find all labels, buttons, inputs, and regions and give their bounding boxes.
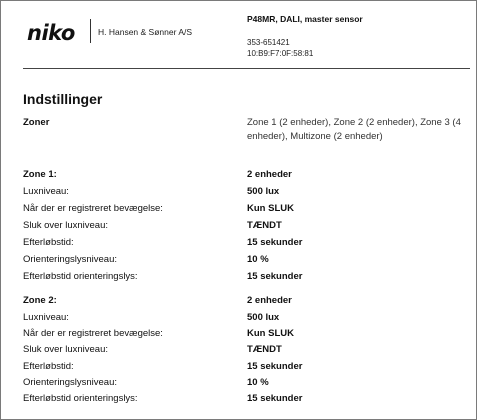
zone-1-orientation-delay-label: Efterløbstid orienteringslys: xyxy=(23,271,138,282)
logo-divider xyxy=(90,19,91,43)
zones-value: Zone 1 (2 enheder), Zone 2 (2 enheder), Zone 3 (4 enheder), Multizone (2 enheder) xyxy=(247,117,461,142)
zone-2-motion-label: Når der er registreret bevægelse: xyxy=(23,328,163,339)
zone-1-off-above-lux-label: Sluk over luxniveau: xyxy=(23,220,109,231)
zone-2-orientation-level-value: 10 % xyxy=(247,377,269,388)
zone-2-orientation-delay-label: Efterløbstid orienteringslys: xyxy=(23,393,138,404)
zone-1-orientation-level-value: 10 % xyxy=(247,254,269,265)
product-title: P48MR, DALI, master sensor xyxy=(247,14,363,24)
zone-2-motion-value: Kun SLUK xyxy=(247,328,294,339)
zone-2-orientation-level-label: Orienteringslysniveau: xyxy=(23,377,117,388)
niko-logo: niko xyxy=(27,21,75,45)
zone-1-off-above-lux-value: TÆNDT xyxy=(247,220,282,231)
zone-1-orientation-level-label: Orienteringslysniveau: xyxy=(23,254,117,265)
zone-1-delay-value: 15 sekunder xyxy=(247,237,303,248)
article-number: 353-651421 xyxy=(247,38,290,47)
zones-label: Zoner xyxy=(23,117,50,128)
company-name: H. Hansen & Sønner A/S xyxy=(98,27,193,37)
zone-1-delay-label: Efterløbstid: xyxy=(23,237,74,248)
zone-1-orientation-delay-value: 15 sekunder xyxy=(247,271,303,282)
zone-1-motion-value: Kun SLUK xyxy=(247,203,294,214)
zone-2-lux-label: Luxniveau: xyxy=(23,312,69,323)
zone-2-orientation-delay-value: 15 sekunder xyxy=(247,393,303,404)
header-divider xyxy=(23,68,470,69)
zone-2-off-above-lux-label: Sluk over luxniveau: xyxy=(23,344,109,355)
zone-2-title: Zone 2: xyxy=(23,295,57,306)
zone-1-title: Zone 1: xyxy=(23,169,57,180)
zone-2-units: 2 enheder xyxy=(247,295,292,306)
mac-address: 10:B9:F7:0F:58:81 xyxy=(247,49,314,58)
zone-2-delay-value: 15 sekunder xyxy=(247,361,303,372)
zone-2-delay-label: Efterløbstid: xyxy=(23,361,74,372)
section-title: Indstillinger xyxy=(23,91,103,107)
zone-1-lux-value: 500 lux xyxy=(247,186,280,197)
zone-1-units: 2 enheder xyxy=(247,169,292,180)
zone-2-off-above-lux-value: TÆNDT xyxy=(247,344,282,355)
zone-1-motion-label: Når der er registreret bevægelse: xyxy=(23,203,163,214)
zone-1-lux-label: Luxniveau: xyxy=(23,186,69,197)
zone-2-lux-value: 500 lux xyxy=(247,312,280,323)
